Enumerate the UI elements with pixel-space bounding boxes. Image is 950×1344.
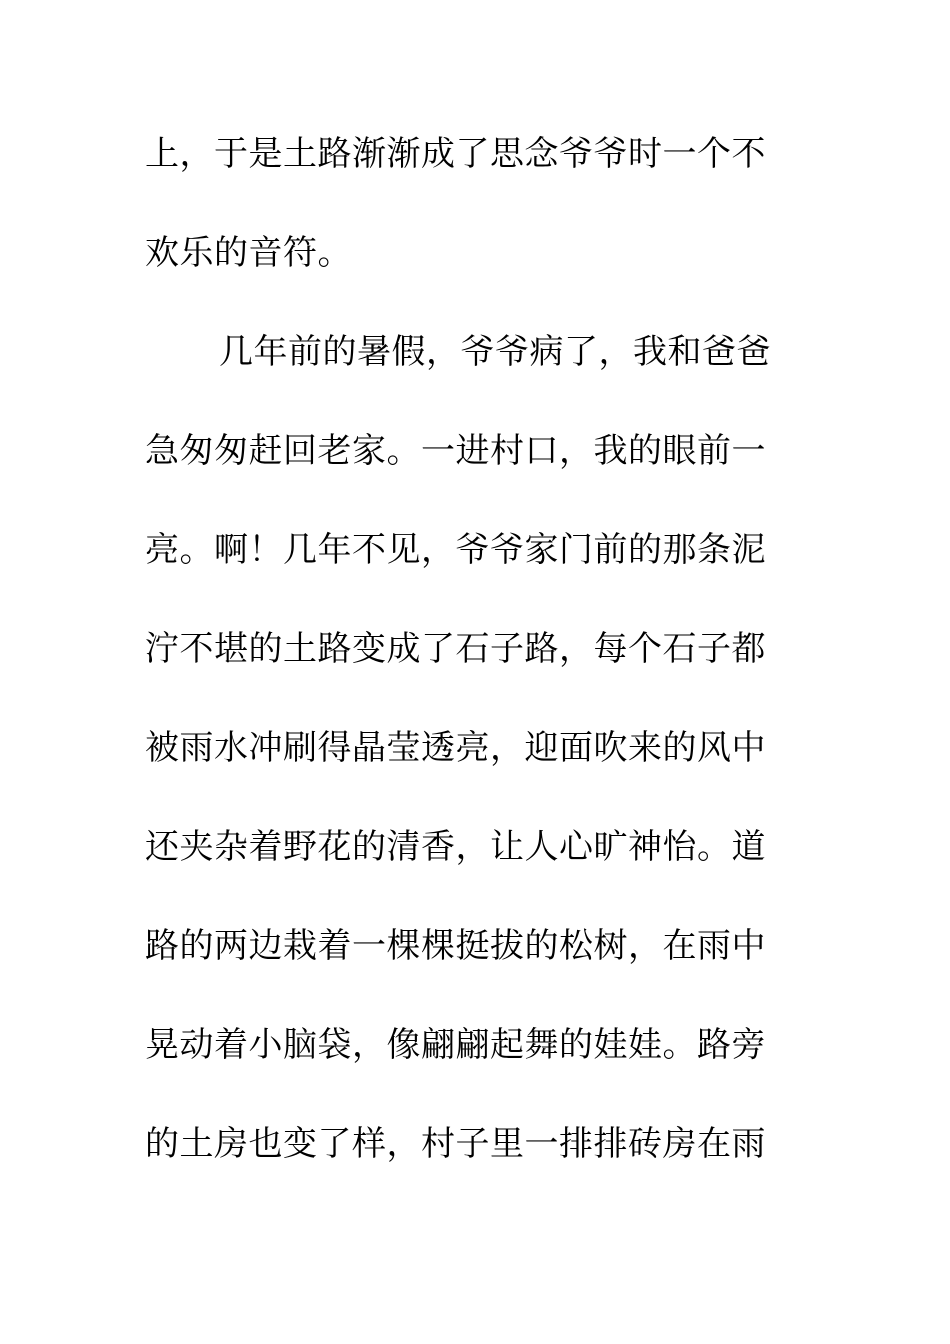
text-line: 上，于是土路渐渐成了思念爷爷时一个不	[145, 134, 766, 174]
text-line: 泞不堪的土路变成了石子路，每个石子都	[145, 629, 766, 669]
text-line: 亮。啊！几年不见，爷爷家门前的那条泥	[145, 530, 766, 570]
text-line: 急匆匆赶回老家。一进村口，我的眼前一	[145, 431, 766, 471]
text-line: 还夹杂着野花的清香，让人心旷神怡。道	[145, 827, 766, 867]
text-line: 晃动着小脑袋，像翩翩起舞的娃娃。路旁	[145, 1025, 766, 1065]
text-line: 被雨水冲刷得晶莹透亮，迎面吹来的风中	[145, 728, 766, 768]
body-text	[145, 125, 810, 1214]
text-line: 的土房也变了样，村子里一排排砖房在雨	[145, 1124, 766, 1164]
paragraph-start-line: 几年前的暑假，爷爷病了，我和爸爸	[219, 332, 771, 372]
text-line: 欢乐的音符。	[145, 233, 352, 273]
text-line: 路的两边栽着一棵棵挺拔的松树，在雨中	[145, 926, 766, 966]
